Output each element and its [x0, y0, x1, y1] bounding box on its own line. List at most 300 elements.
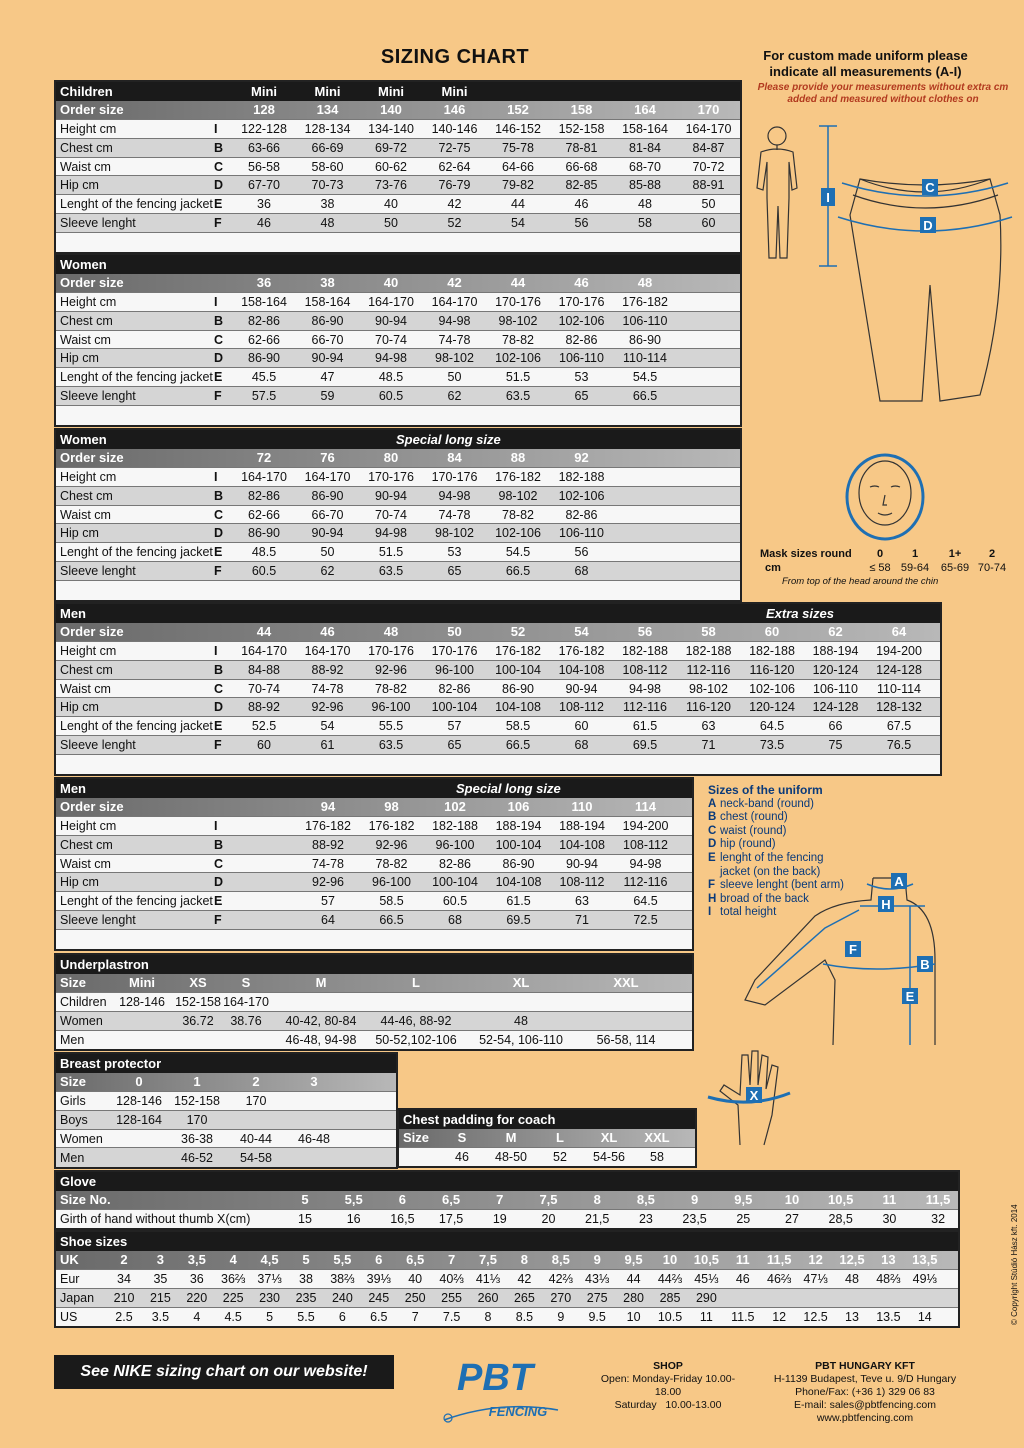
- size-col: 9,5: [734, 1192, 753, 1208]
- table-cell: 176-182: [622, 294, 668, 309]
- table-cell: 164-170: [685, 121, 732, 136]
- row-label: Height cm: [60, 643, 117, 658]
- table-cell: 58: [638, 216, 652, 231]
- page-title: SIZING CHART: [380, 46, 530, 68]
- coach-title: Chest padding for coach: [403, 1111, 556, 1127]
- table-cell: 194-200: [622, 818, 669, 833]
- company-address: H-1139 Budapest, Teve u. 9/D Hungary: [773, 1373, 957, 1385]
- row-label: Lenght of the fencing jacket: [60, 197, 213, 212]
- men-row: [56, 680, 940, 699]
- women-row: [56, 293, 740, 312]
- size-col: 5,5: [333, 1252, 352, 1268]
- table-cell: 36: [189, 1271, 204, 1286]
- row-letter: F: [214, 738, 222, 753]
- row-label: Waist cm: [60, 681, 111, 696]
- table-cell: 46: [735, 1271, 750, 1286]
- size-col: L: [412, 975, 420, 991]
- letter-X: X: [749, 1088, 759, 1103]
- table-cell: 84-87: [692, 140, 725, 155]
- table-cell: 54.5: [632, 370, 658, 385]
- row-label: Lenght of the fencing jacket: [60, 894, 213, 909]
- shoe-table: [54, 1230, 960, 1328]
- legend-key: B: [708, 811, 717, 824]
- legend-item: [708, 811, 844, 825]
- women_long-order-size-row: [56, 449, 740, 468]
- row-letter: B: [214, 140, 224, 155]
- table-cell: 63: [575, 894, 589, 909]
- underplastron-header-row: [56, 955, 692, 974]
- table-cell: 40: [408, 1271, 423, 1286]
- table-cell: 265: [513, 1290, 535, 1305]
- table-cell: 48⅔: [876, 1271, 901, 1286]
- size-col: 11: [882, 1192, 897, 1208]
- table-cell: 64-66: [502, 159, 534, 174]
- mask-size: 1: [911, 548, 919, 560]
- men-row: [56, 642, 940, 661]
- row-label: Waist cm: [60, 507, 111, 522]
- table-cell: 176-182: [495, 643, 541, 658]
- shop-saturday-hours: 10.00-13.00: [665, 1399, 722, 1411]
- table-cell: 112-116: [686, 662, 731, 677]
- table-cell: 86-90: [502, 681, 534, 696]
- table-cell: 68: [448, 913, 462, 928]
- order-size: 50: [447, 624, 462, 640]
- children-row: [56, 214, 740, 233]
- row-letter: B: [214, 837, 224, 852]
- order-size: 38: [320, 275, 335, 291]
- table-cell: 164-170: [304, 643, 351, 658]
- order-size: 36: [256, 275, 272, 291]
- table-cell: 12.5: [803, 1310, 828, 1324]
- table-cell: 81-84: [629, 140, 661, 155]
- size-col: 5: [301, 1192, 309, 1208]
- shoe-japan-row: [56, 1289, 958, 1308]
- table-cell: 21,5: [585, 1212, 610, 1227]
- order-size: 88: [510, 450, 526, 466]
- size-col: 12: [808, 1252, 823, 1268]
- mask-value: 59-64: [900, 562, 930, 574]
- row-label: Lenght of the fencing jacket: [60, 370, 213, 385]
- table-cell: 36.72: [182, 1013, 214, 1028]
- table-cell: 110-114: [876, 681, 922, 696]
- mini-label: Mini: [378, 83, 404, 99]
- men_long-blank-row: [56, 930, 692, 949]
- mask-label-cm: cm: [765, 562, 781, 574]
- table-cell: 108-112: [623, 837, 668, 852]
- table-cell: 42: [517, 1271, 532, 1286]
- size-col: 12,5: [839, 1252, 865, 1268]
- row-label: Sleeve lenght: [60, 216, 136, 231]
- table-cell: 92-96: [375, 662, 407, 677]
- company-email[interactable]: E-mail: sales@pbtfencing.com: [794, 1399, 936, 1411]
- order-size: 44: [510, 275, 526, 291]
- children-blank-row: [56, 233, 740, 252]
- row-letter: C: [214, 159, 224, 174]
- table-cell: 92-96: [311, 700, 344, 715]
- table-cell: 78-82: [375, 856, 408, 871]
- table-cell: 90-94: [311, 351, 344, 366]
- table-cell: 86-90: [311, 488, 344, 503]
- table-cell: 120-124: [749, 700, 795, 715]
- size-col: 2: [252, 1074, 260, 1090]
- women-row: [56, 387, 740, 406]
- table-cell: 66.5: [379, 913, 404, 928]
- table-cell: 72.5: [633, 913, 658, 928]
- table-cell: 90-94: [566, 856, 598, 871]
- order-size: 76: [320, 450, 335, 466]
- order-size: 102: [444, 799, 466, 815]
- table-cell: 100-104: [495, 662, 541, 677]
- table-cell: 48-50: [495, 1150, 527, 1165]
- table-cell: 66.5: [505, 564, 531, 579]
- size-col: 3,5: [187, 1252, 206, 1268]
- mini-label: Mini: [314, 83, 341, 99]
- table-cell: 106-110: [559, 526, 604, 541]
- table-cell: 73.5: [759, 738, 785, 753]
- table-cell: 182-188: [685, 643, 732, 658]
- table-cell: 90-94: [375, 488, 407, 503]
- size-col: 0: [135, 1074, 143, 1090]
- head-illustration: [830, 445, 940, 545]
- table-cell: 128-164: [116, 1112, 162, 1127]
- table-cell: 58.5: [505, 719, 531, 734]
- shoe-eur-row: [56, 1270, 958, 1289]
- order-size: 42: [447, 275, 462, 291]
- order-size-label: Order size: [60, 799, 124, 815]
- size-col: S: [241, 975, 251, 991]
- letter-F: F: [849, 942, 857, 957]
- table-cell: 5.5: [297, 1310, 315, 1324]
- table-cell: 50-52,102-106: [375, 1033, 457, 1047]
- table-cell: 78-82: [502, 507, 534, 522]
- table-cell: 64.5: [759, 719, 785, 734]
- table-cell: 56: [574, 545, 589, 560]
- size-col: 11,5: [766, 1252, 792, 1268]
- table-cell: 13.5: [876, 1310, 901, 1324]
- table-cell: 76.5: [886, 738, 912, 753]
- breast-title: Breast protector: [60, 1055, 162, 1071]
- table-cell: 68: [574, 564, 589, 579]
- table-cell: 94-98: [438, 488, 471, 503]
- table-cell: 104-108: [559, 837, 605, 852]
- table-cell: 54: [320, 719, 335, 734]
- table-cell: 250: [404, 1290, 426, 1305]
- table-cell: 46: [257, 216, 271, 231]
- legend-key: E: [708, 851, 716, 864]
- table-cell: 57: [447, 719, 462, 734]
- order-size: 46: [574, 275, 589, 291]
- men-blank-row: [56, 755, 940, 774]
- men_long-header-row: [56, 779, 692, 798]
- table-cell: 182-188: [622, 643, 668, 658]
- table-cell: 3.5: [151, 1310, 170, 1324]
- shop-title: SHOP: [653, 1360, 683, 1372]
- children-row: [56, 195, 740, 214]
- table-cell: 60.5: [378, 389, 404, 404]
- table-cell: 210: [113, 1290, 135, 1305]
- table-cell: 41⅓: [475, 1271, 501, 1286]
- order-size: 146: [443, 102, 466, 118]
- breast-row: [56, 1092, 396, 1111]
- women-blank-row: [56, 406, 740, 425]
- table-cell: 44⅔: [657, 1271, 683, 1286]
- size-col: 10: [784, 1192, 800, 1208]
- table-cell: 158-164: [241, 294, 287, 309]
- uk-label: UK: [60, 1252, 79, 1268]
- women-header-row: [56, 255, 740, 274]
- legend-value: chest (round): [720, 811, 788, 824]
- row-letter: B: [214, 313, 224, 328]
- size-label: Size No.: [60, 1192, 111, 1208]
- table-cell: 46-48: [298, 1131, 330, 1146]
- table-cell: 86-90: [311, 313, 344, 328]
- table-cell: 16: [346, 1212, 361, 1227]
- table-cell: 61.5: [506, 894, 531, 909]
- women-title: Women: [60, 256, 107, 272]
- row-letter: E: [214, 197, 223, 212]
- women_long-blank-row: [56, 581, 740, 600]
- men_long-row: [56, 817, 692, 836]
- table-cell: 40⅔: [439, 1271, 464, 1286]
- children-header-row: [56, 82, 740, 101]
- table-cell: 128-132: [876, 700, 922, 715]
- table-cell: 65: [447, 564, 462, 579]
- table-cell: 62-64: [438, 159, 471, 174]
- size-col: 10: [662, 1252, 678, 1268]
- row-label: Height cm: [60, 469, 117, 484]
- size-col: M: [315, 975, 327, 991]
- order-size: 170: [697, 102, 720, 118]
- table-cell: 140-146: [431, 121, 478, 136]
- table-cell: 4.5: [224, 1310, 242, 1324]
- japan-label: Japan: [60, 1290, 95, 1305]
- row-label: Men: [60, 1033, 85, 1047]
- size-col: XL: [600, 1130, 618, 1146]
- legend-value: hip (round): [720, 838, 776, 851]
- table-cell: 63-66: [248, 140, 280, 155]
- order-size: 94: [320, 799, 336, 815]
- table-cell: 69.5: [632, 738, 658, 753]
- table-cell: 98-102: [435, 526, 474, 541]
- order-size: 140: [380, 102, 402, 118]
- table-cell: 8: [484, 1310, 492, 1324]
- legend-key: A: [708, 797, 717, 810]
- company-website[interactable]: www.pbtfencing.com: [816, 1412, 914, 1424]
- table-cell: 100-104: [495, 837, 542, 852]
- table-cell: 96-100: [372, 875, 411, 890]
- row-label: Hip cm: [60, 526, 99, 541]
- row-label: Lenght of the fencing jacket: [60, 719, 213, 734]
- table-cell: 102-106: [558, 313, 605, 328]
- table-cell: 50: [384, 216, 398, 231]
- shop-hours: Open: Monday-Friday 10.00-18.00: [600, 1373, 736, 1398]
- men-table: [54, 602, 942, 776]
- row-letter: D: [214, 351, 224, 366]
- order-size: 158: [570, 102, 593, 118]
- table-cell: 56-58: [248, 159, 280, 174]
- table-cell: 32: [931, 1212, 946, 1227]
- table-cell: 92-96: [312, 875, 344, 890]
- row-label: Lenght of the fencing jacket: [60, 545, 213, 560]
- row-letter: E: [214, 894, 223, 909]
- row-letter: F: [214, 564, 222, 579]
- table-cell: 5: [266, 1310, 274, 1324]
- table-cell: 124-128: [876, 662, 922, 677]
- table-cell: 124-128: [812, 700, 859, 715]
- women-order-size-row: [56, 274, 740, 293]
- table-cell: 60: [574, 719, 589, 734]
- children-row: [56, 158, 740, 177]
- breast-protector-table: [54, 1052, 398, 1169]
- shoe-us-row: [56, 1308, 958, 1327]
- mask-note: From top of the head around the chin: [782, 576, 939, 587]
- table-cell: 52-54, 106-110: [479, 1033, 563, 1047]
- coach-padding-table: [397, 1108, 697, 1168]
- table-cell: 94-98: [629, 856, 662, 871]
- table-cell: 82-86: [565, 332, 598, 347]
- row-label: Chest cm: [60, 313, 113, 328]
- table-cell: 13: [845, 1310, 859, 1324]
- row-label: Boys: [60, 1112, 88, 1127]
- order-size-label: Order size: [60, 624, 124, 640]
- table-cell: 108-112: [559, 875, 605, 890]
- shoe-title: Shoe sizes: [60, 1233, 128, 1249]
- legend-key: H: [708, 892, 717, 905]
- men-header-row: [56, 604, 940, 623]
- table-cell: 164-170: [241, 643, 287, 658]
- glove-girth-row: [56, 1210, 958, 1229]
- table-cell: 57: [321, 894, 335, 909]
- row-label: Chest cm: [60, 837, 113, 852]
- table-cell: 122-128: [241, 121, 287, 136]
- row-label: Waist cm: [60, 332, 111, 347]
- legend-value: neck-band (round): [720, 797, 814, 810]
- coach-size-row: [399, 1129, 695, 1148]
- size-col: M: [505, 1130, 517, 1146]
- women_long-header-row: [56, 430, 740, 449]
- table-cell: 36-38: [181, 1131, 213, 1146]
- women_long-row: [56, 468, 740, 487]
- shoe-uk-row: [56, 1251, 958, 1270]
- table-cell: 12: [772, 1310, 787, 1324]
- letter-H: H: [881, 897, 891, 912]
- size-col: 3: [156, 1252, 164, 1268]
- men_long-title: Men: [60, 780, 86, 796]
- table-cell: 60: [701, 216, 716, 231]
- table-cell: 230: [259, 1290, 281, 1305]
- letter-D: D: [923, 218, 933, 233]
- men-row: [56, 736, 940, 755]
- order-size: 48: [383, 624, 399, 640]
- children-row: [56, 176, 740, 195]
- mask-value: 70-74: [977, 562, 1007, 574]
- table-cell: 170: [186, 1112, 208, 1127]
- table-cell: 42: [447, 197, 462, 212]
- table-cell: 38⅔: [330, 1271, 355, 1286]
- row-letter: D: [214, 700, 224, 715]
- size-col: 7,5: [539, 1192, 558, 1208]
- table-cell: 44: [511, 197, 525, 212]
- size-col: L: [556, 1130, 564, 1146]
- table-cell: 96-100: [435, 837, 475, 852]
- row-letter: B: [214, 662, 224, 677]
- table-cell: 170-176: [368, 643, 414, 658]
- size-col: 9: [593, 1252, 601, 1268]
- size-col: 7,5: [478, 1252, 498, 1268]
- mini-label: Mini: [441, 83, 468, 99]
- size-col: 13,5: [912, 1252, 938, 1268]
- legend-key: [708, 866, 720, 880]
- table-cell: 47⅓: [803, 1271, 828, 1286]
- table-cell: 98-102: [435, 351, 474, 366]
- table-cell: 46: [455, 1150, 469, 1165]
- children-row: [56, 120, 740, 139]
- order-size: 110: [571, 799, 593, 815]
- table-cell: 78-82: [502, 332, 534, 347]
- row-label: Sleeve lenght: [60, 913, 136, 928]
- nike-banner[interactable]: See NIKE sizing chart on our website!: [54, 1355, 394, 1389]
- table-cell: 40-42, 80-84: [285, 1013, 357, 1028]
- table-cell: 42⅔: [548, 1271, 573, 1286]
- size-col: 10,5: [693, 1252, 720, 1268]
- breast-header-row: [56, 1054, 396, 1073]
- mini-label: Mini: [251, 83, 277, 99]
- size-col: 9,5: [624, 1252, 643, 1268]
- table-cell: 63.5: [378, 738, 404, 753]
- table-cell: 56: [574, 216, 589, 231]
- shoe-header-row: [56, 1232, 958, 1251]
- row-letter: E: [214, 370, 223, 385]
- table-cell: 285: [659, 1290, 681, 1305]
- table-cell: 60.5: [251, 564, 277, 579]
- legend-value: broad of the back: [720, 892, 809, 905]
- table-cell: 15: [298, 1212, 312, 1227]
- size-col: 8: [520, 1252, 528, 1268]
- table-cell: 11.5: [731, 1310, 755, 1324]
- size-col: 5: [302, 1252, 310, 1268]
- table-cell: 54.5: [505, 545, 531, 560]
- jacket-illustration: [735, 870, 965, 1045]
- letter-B: B: [920, 957, 930, 972]
- order-size: 48: [637, 275, 653, 291]
- table-cell: 134-140: [368, 121, 414, 136]
- pbt-logo: [440, 1350, 565, 1430]
- mask-size: 2: [988, 548, 996, 560]
- row-label: Height cm: [60, 121, 117, 136]
- letter-A: A: [894, 874, 904, 889]
- table-cell: 10.5: [657, 1310, 683, 1324]
- size-col: S: [457, 1130, 467, 1146]
- legend-key: C: [708, 824, 717, 837]
- table-cell: 73-76: [375, 178, 407, 193]
- table-cell: 235: [295, 1290, 317, 1305]
- legend-item: [708, 798, 844, 812]
- table-cell: 82-86: [439, 856, 471, 871]
- order-size: 106: [507, 799, 530, 815]
- men-row: [56, 698, 940, 717]
- legend-key: D: [708, 838, 717, 851]
- legend-key: I: [708, 906, 712, 919]
- women-row: [56, 349, 740, 368]
- row-label: Women: [60, 1013, 103, 1028]
- table-cell: 8.5: [515, 1310, 534, 1324]
- order-size-label: Order size: [60, 450, 124, 466]
- table-cell: 60: [257, 738, 271, 753]
- table-cell: 40: [384, 197, 398, 212]
- row-label: Waist cm: [60, 159, 111, 174]
- table-cell: 67.5: [886, 719, 912, 734]
- row-letter: I: [214, 818, 218, 833]
